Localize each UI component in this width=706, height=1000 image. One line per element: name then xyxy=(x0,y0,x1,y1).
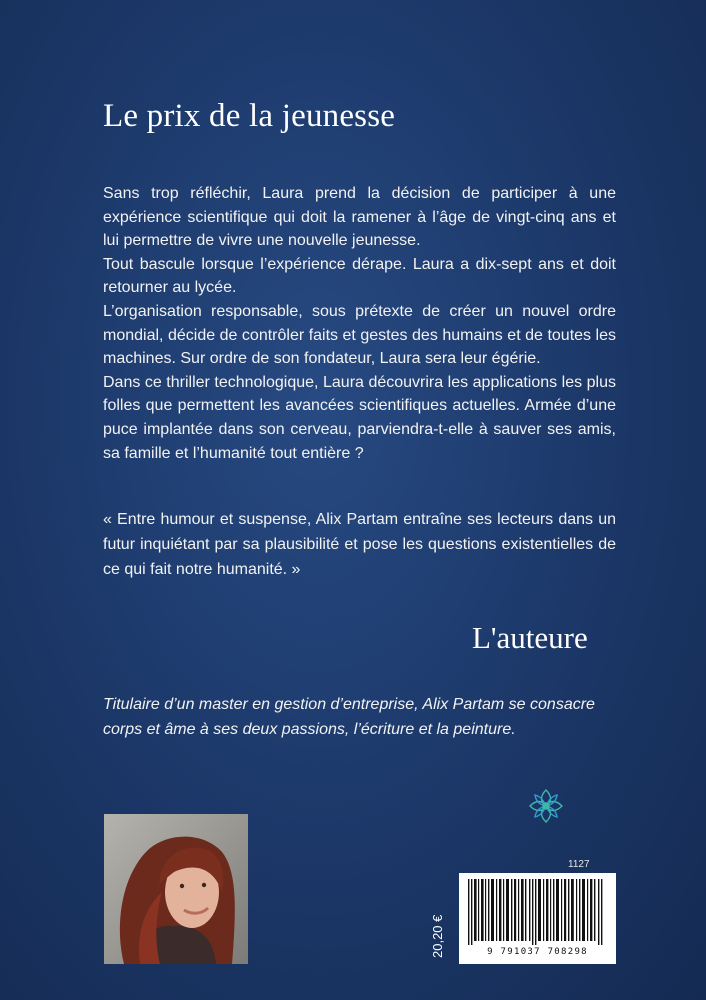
barcode-bars xyxy=(459,873,616,947)
author-bio: Titulaire d’un master en gestion d’entreprise, Alix Partam se consacre corps et âme à ses deux passions, l’écriture et la peinture. xyxy=(103,696,595,738)
synopsis xyxy=(103,182,616,465)
book-title: Le prix de la jeunesse xyxy=(103,98,396,134)
publisher-logo-icon xyxy=(516,782,576,842)
synopsis-paragraph: L’organisation responsable, sous prétexte de créer un nouvel ordre mondial, décide de contrôler faits et gestes des humains et de toutes les machines. Sur ordre de son fondateur, Laura sera leur égérie. xyxy=(103,302,616,368)
book-code: 1127 xyxy=(568,859,590,870)
price: 20,20 € xyxy=(430,914,445,958)
synopsis-paragraph: Tout bascule lorsque l’expérience dérape. Laura a dix-sept ans et doit retourner au lycée. xyxy=(103,255,616,297)
review-quote: « Entre humour et suspense, Alix Partam entraîne ses lecteurs dans un futur inquiétant par sa plausibilité et pose les questions existentielles de ce qui fait notre humanité. » xyxy=(103,511,616,578)
barcode xyxy=(459,873,616,964)
author-heading: L'auteure xyxy=(472,620,588,655)
isbn-number: 9 791037 708298 xyxy=(487,947,588,957)
author-photo xyxy=(104,814,248,964)
synopsis-paragraph: Sans trop réfléchir, Laura prend la décision de participer à une expérience scientifique qui doit la ramener à l’âge de vingt-cinq ans et lui permettre de vivre une nouvelle jeunesse. xyxy=(103,185,616,250)
synopsis-paragraph: Dans ce thriller technologique, Laura découvrira les applications les plus folles que permettent les avancées scientifiques actuelles. Armée d’une puce implantée dans son cerveau, parviendra-t-elle à sauver ses amis, sa famille et l’humanité tout entière ? xyxy=(103,373,616,462)
